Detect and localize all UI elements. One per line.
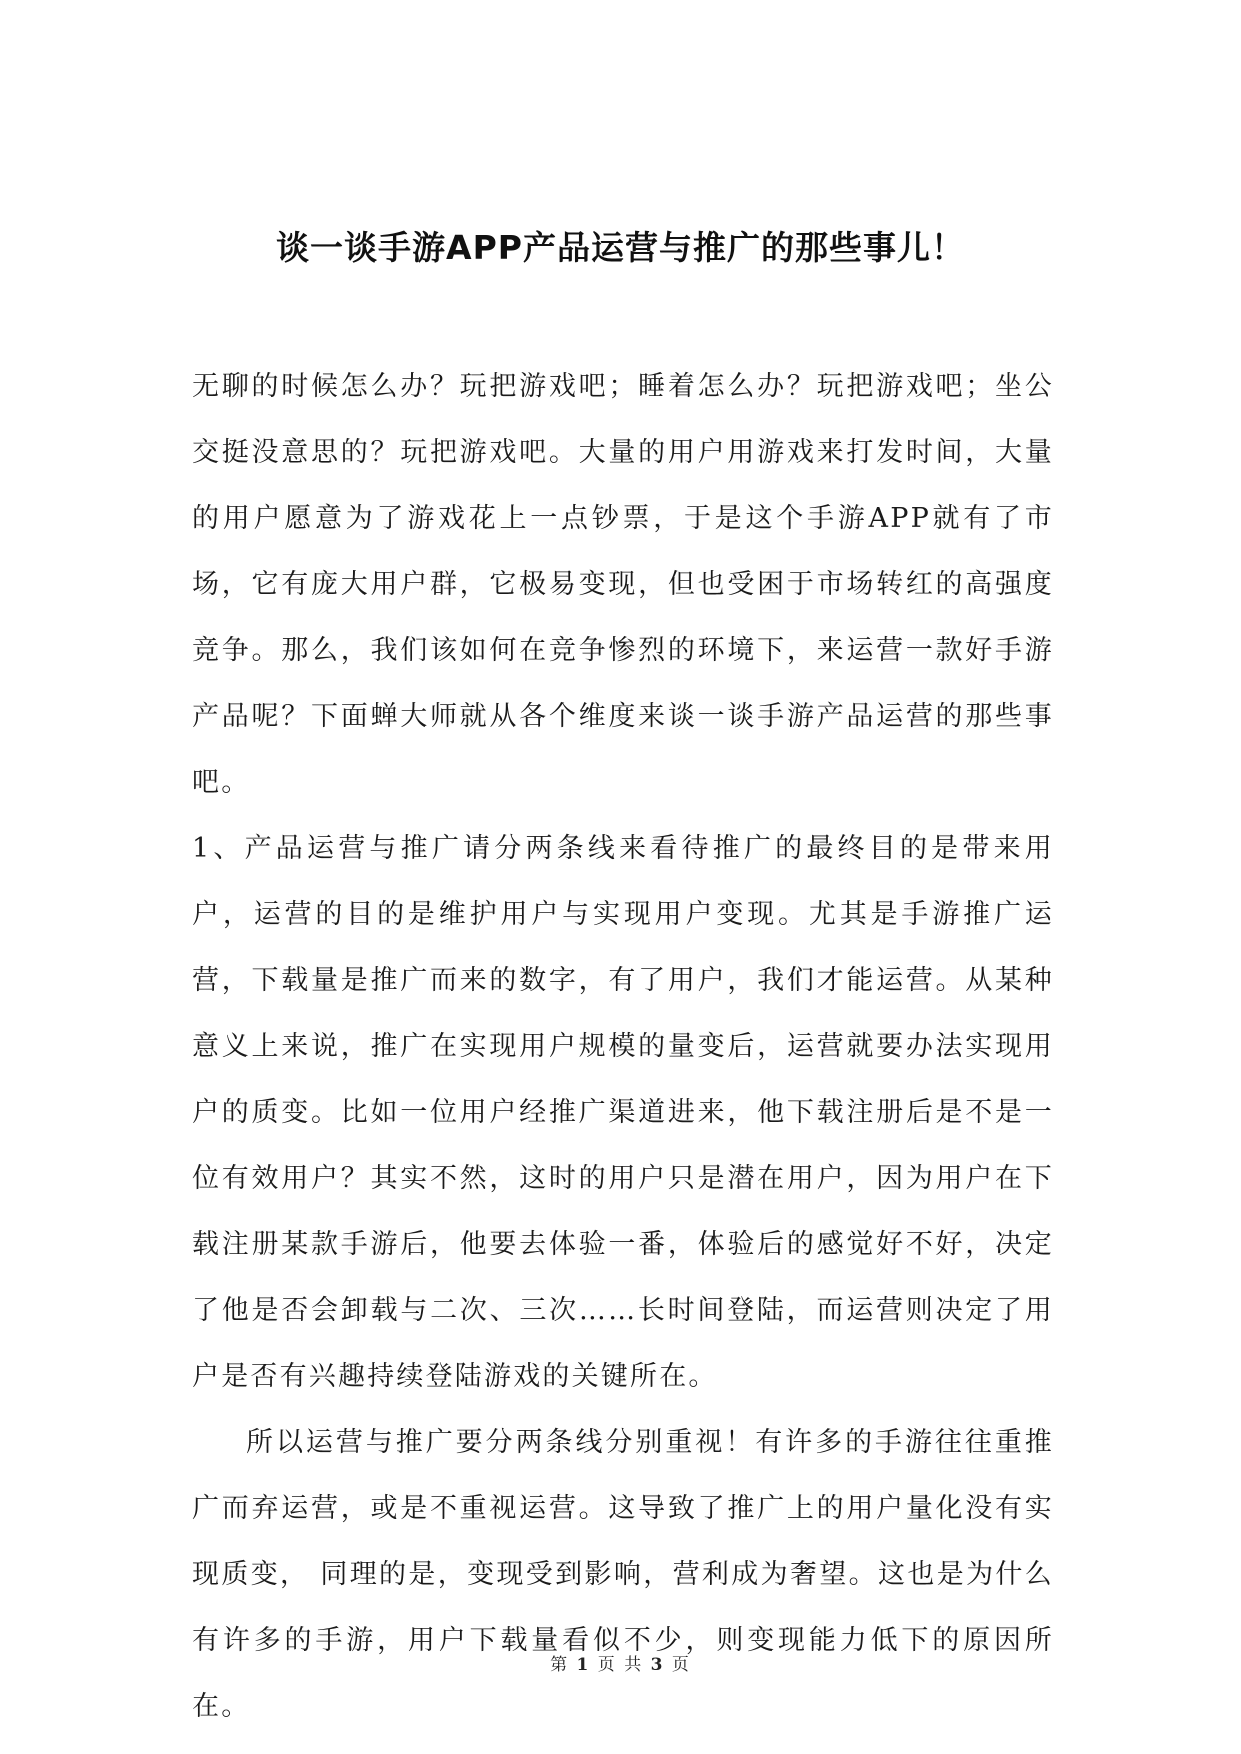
paragraph-conclusion: 所以运营与推广要分两条线分别重视！有许多的手游往往重推广而弃运营，或是不重视运营。这导致了推广上的用户量化没有实现质变， 同理的是，变现受到影响，营利成为奢望。这也是为什么有许多的手游，用户下载量看似不少，则变现能力低下的原因所在。 <box>192 1427 1054 1722</box>
document-title: 谈一谈手游APP产品运营与推广的那些事儿！ <box>276 228 965 267</box>
paragraph-section-1: 1、产品运营与推广请分两条线来看待推广的最终目的是带来用户，运营的目的是维护用户与实现用户变现。尤其是手游推广运营，下载量是推广而来的数字，有了用户，我们才能运营。从某种意义上来说，推广在实现用户规模的量变后，运营就要办法实现用户的质变。比如一位用户经推广渠道进来，他下载注册后是不是一位有效用户？其实不然，这时的用户只是潜在用户，因为用户在下载注册某款手游后，他要去体验一番，体验后的感觉好不好，决定了他是否会卸载与二次、三次……长时间登陆，而运营则决定了用户是否有兴趣持续登陆游戏的关键所在。 <box>192 833 1054 1392</box>
footer-middle: 页 共 <box>597 1655 644 1675</box>
paragraph-intro: 无聊的时候怎么办？玩把游戏吧；睡着怎么办？玩把游戏吧；坐公交挺没意思的？玩把游戏吧。大量的用户用游戏来打发时间，大量的用户愿意为了游戏花上一点钞票，于是这个手游APP就有了市场，它有庞大用户群，它极易变现，但也受困于市场转红的高强度竞争。那么，我们该如何在竞争惨烈的环境下，来运营一款好手游产品呢？下面蝉大师就从各个维度来谈一谈手游产品运营的那些事吧。 <box>192 371 1054 798</box>
footer-prefix: 第 <box>550 1655 570 1675</box>
page-footer <box>0 1650 1241 1675</box>
footer-suffix: 页 <box>671 1655 691 1675</box>
footer-total-pages: 3 <box>650 1655 665 1675</box>
document-body <box>192 354 1054 1740</box>
footer-current-page: 1 <box>576 1655 591 1675</box>
